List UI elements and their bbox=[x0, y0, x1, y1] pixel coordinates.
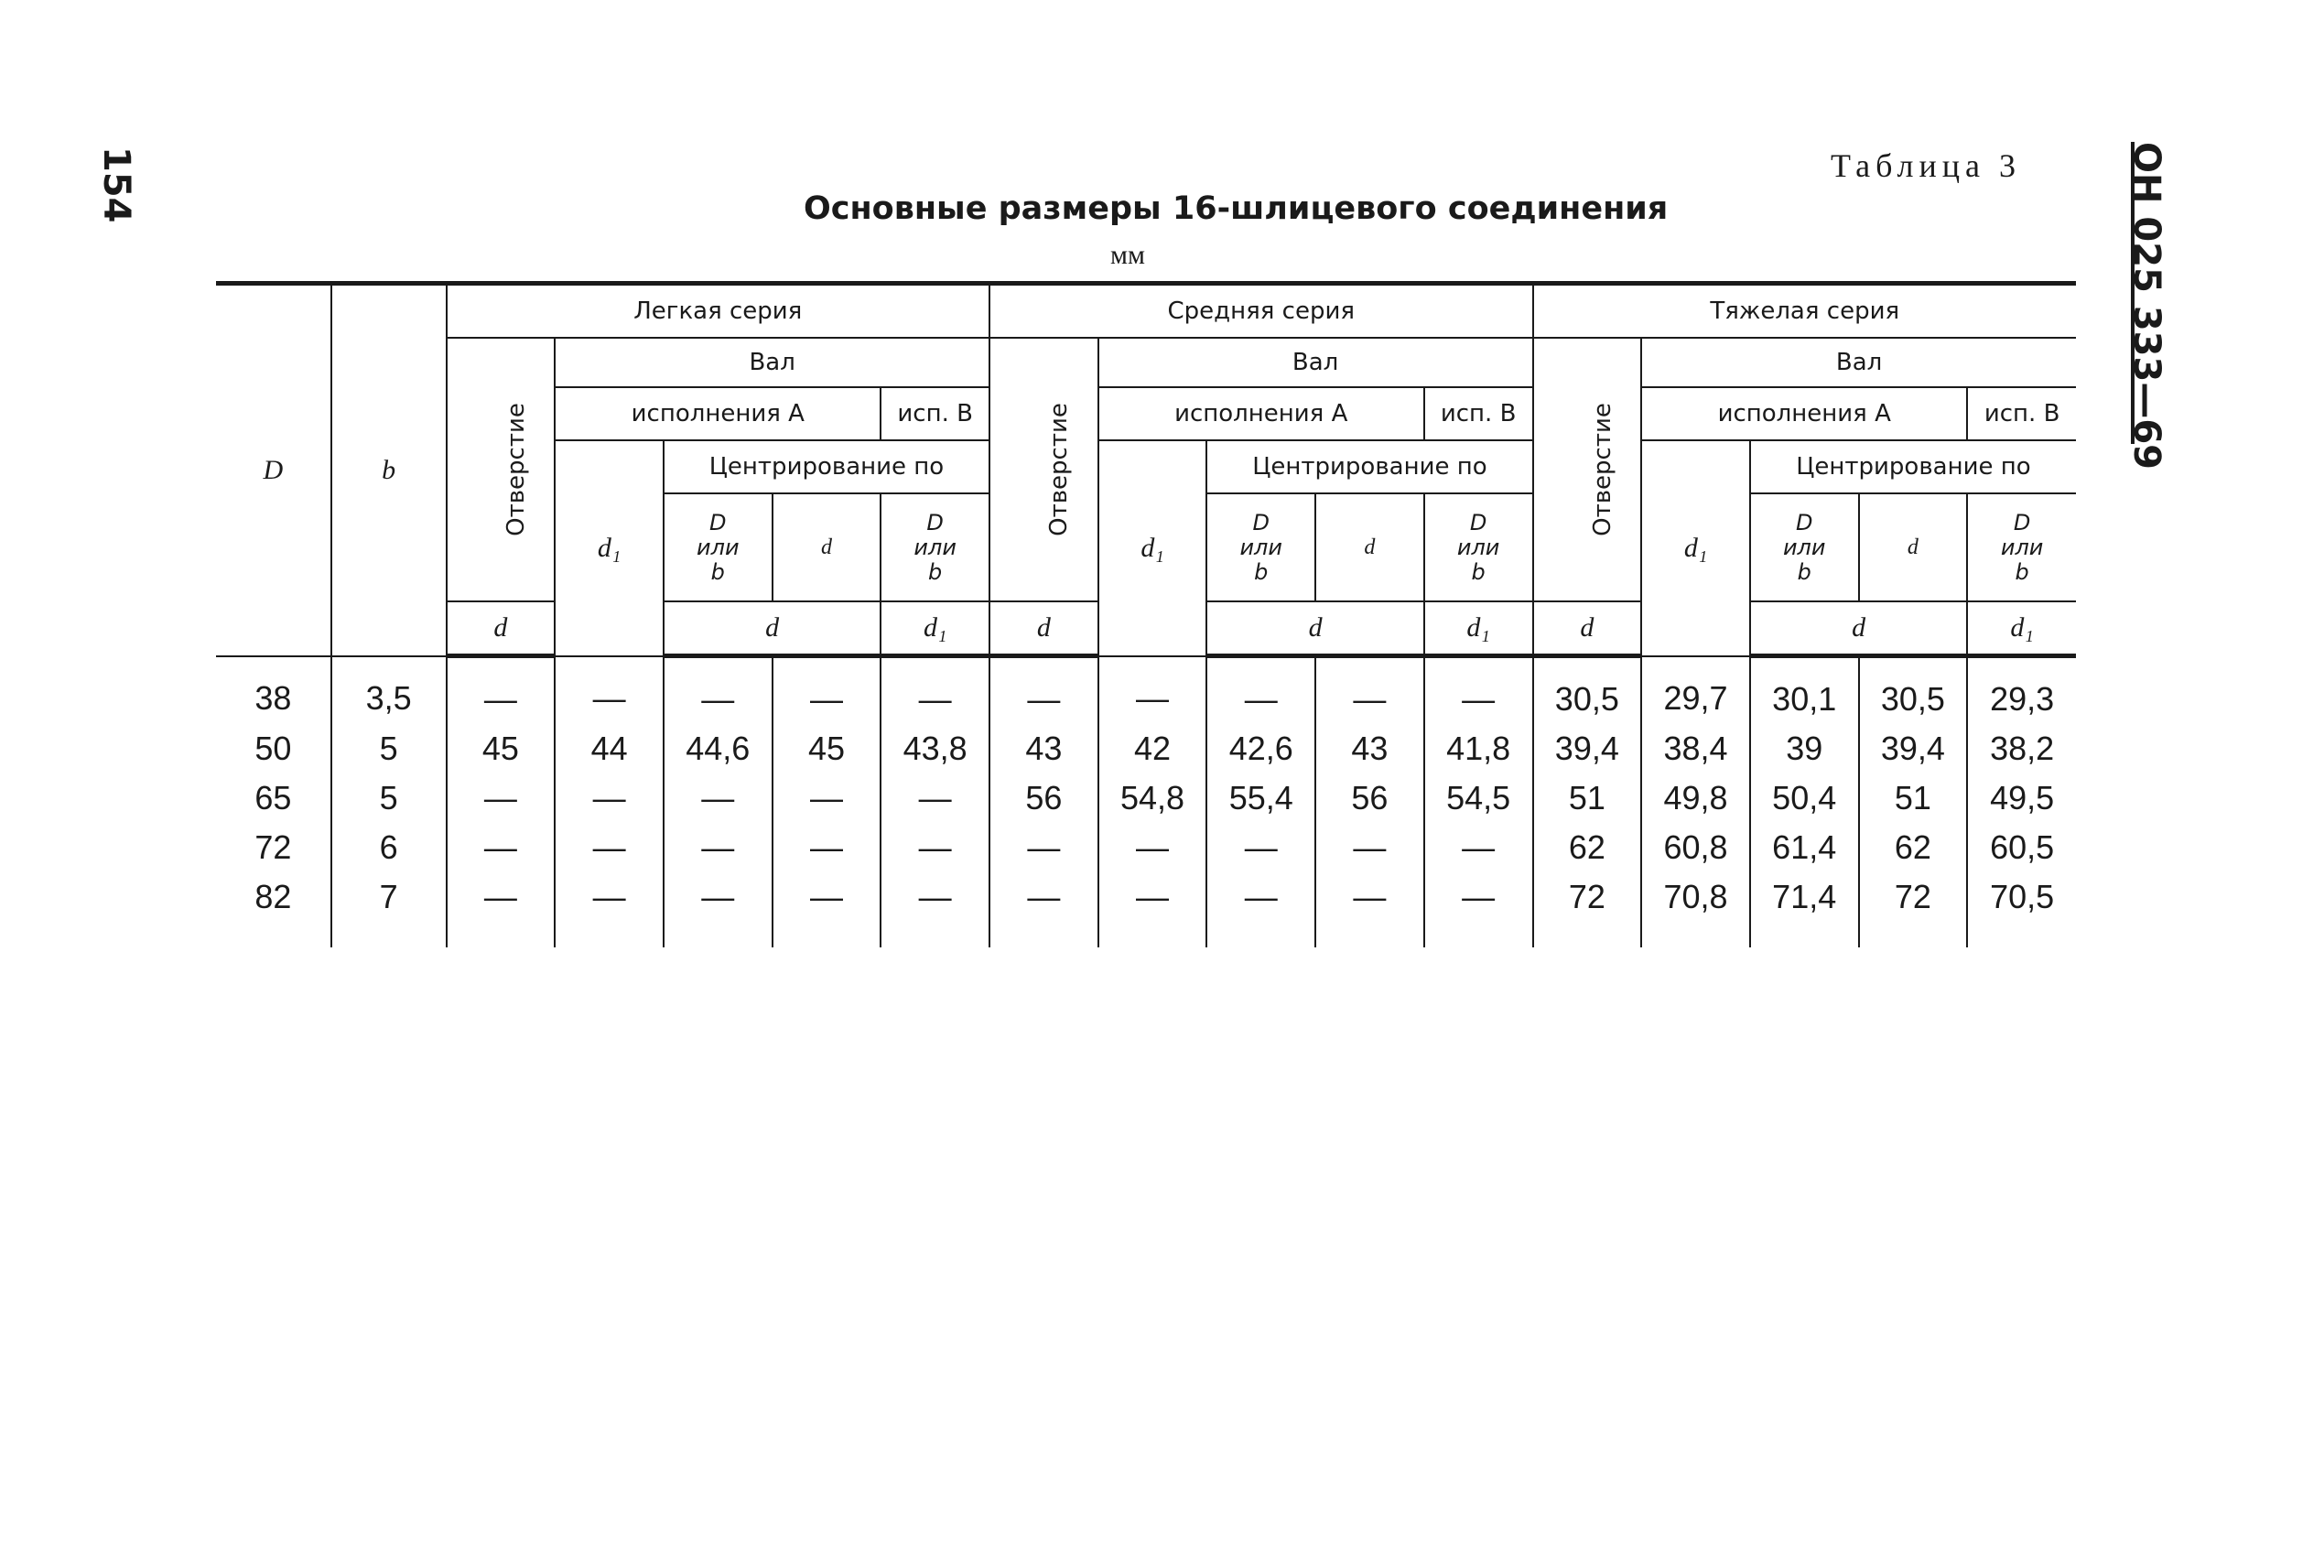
table-cell: — bbox=[1424, 823, 1533, 872]
table-cell: 60,5 bbox=[1967, 823, 2076, 872]
header-tolerance-d: d bbox=[1533, 601, 1642, 656]
table-cell: 55,4 bbox=[1206, 773, 1315, 823]
table-label: Таблица 3 bbox=[1831, 147, 2021, 184]
table-cell: — bbox=[773, 872, 881, 947]
table-cell: — bbox=[555, 872, 664, 947]
table-cell: 44 bbox=[555, 724, 664, 773]
spline-dimensions-table bbox=[216, 281, 2076, 947]
header-hole-heavy: Отверстие bbox=[1533, 338, 1642, 601]
table-cell: 29,7 bbox=[1641, 656, 1750, 725]
table-cell: 62 bbox=[1859, 823, 1968, 872]
header-series-heavy: Тяжелая серия bbox=[1533, 284, 2077, 339]
table-cell: 39,4 bbox=[1859, 724, 1968, 773]
table-cell: 38,2 bbox=[1967, 724, 2076, 773]
table-cell: — bbox=[1098, 823, 1207, 872]
table-cell: — bbox=[881, 773, 989, 823]
table-cell: 62 bbox=[1533, 823, 1642, 872]
header-version-b-medium: исп. B bbox=[1424, 387, 1533, 440]
table-cell: — bbox=[555, 773, 664, 823]
table-cell: — bbox=[989, 656, 1098, 725]
table-cell: 51 bbox=[1859, 773, 1968, 823]
header-tolerance-d: d bbox=[447, 601, 556, 656]
table-cell: — bbox=[664, 823, 773, 872]
table-cell: — bbox=[447, 656, 556, 725]
header-d1-light: d₁ bbox=[555, 440, 664, 656]
header-shaft-light: Вал bbox=[555, 338, 989, 387]
table-cell: — bbox=[1206, 872, 1315, 947]
table-cell: — bbox=[1315, 656, 1424, 725]
table-cell: 61,4 bbox=[1750, 823, 1859, 872]
table-cell: 39 bbox=[1750, 724, 1859, 773]
header-tolerance-d: d bbox=[1206, 601, 1423, 656]
header-tolerance-d: d bbox=[1750, 601, 1967, 656]
table-body bbox=[216, 656, 2076, 948]
table-cell: 30,5 bbox=[1533, 656, 1642, 725]
table-cell: 54,8 bbox=[1098, 773, 1207, 823]
table-cell: — bbox=[773, 773, 881, 823]
header-tolerance-d1: d₁ bbox=[881, 601, 989, 656]
table-cell: 71,4 bbox=[1750, 872, 1859, 947]
table-cell: — bbox=[881, 823, 989, 872]
table-cell: 5 bbox=[331, 724, 447, 773]
table-cell: — bbox=[1315, 872, 1424, 947]
header-hole-medium: Отверстие bbox=[989, 338, 1098, 601]
table-cell: — bbox=[1098, 656, 1207, 725]
header-D-or-b: D или b bbox=[881, 493, 989, 601]
table-cell: 60,8 bbox=[1641, 823, 1750, 872]
table-cell: 50 bbox=[254, 730, 292, 767]
header-d: d bbox=[773, 493, 881, 601]
header-tolerance-d: d bbox=[664, 601, 881, 656]
header-shaft-medium: Вал bbox=[1098, 338, 1533, 387]
table-cell: — bbox=[1206, 823, 1315, 872]
table-cell: — bbox=[1098, 872, 1207, 947]
table-cell: 51 bbox=[1533, 773, 1642, 823]
table-cell: 43 bbox=[989, 724, 1098, 773]
table-cell: 44,6 bbox=[664, 724, 773, 773]
table-cell: — bbox=[773, 656, 881, 725]
table-cell: — bbox=[664, 773, 773, 823]
header-version-b-light: исп. B bbox=[881, 387, 989, 440]
header-version-b-heavy: исп. B bbox=[1967, 387, 2076, 440]
header-D-or-b: D или b bbox=[1967, 493, 2076, 601]
table-cell: 42 bbox=[1098, 724, 1207, 773]
table-cell: 45 bbox=[773, 724, 881, 773]
header-centering-light: Центрирование по bbox=[664, 440, 989, 493]
table-cell: 50,4 bbox=[1750, 773, 1859, 823]
header-tolerance-d1: d₁ bbox=[1967, 601, 2076, 656]
table-cell: 56 bbox=[1315, 773, 1424, 823]
header-series-light: Легкая серия bbox=[447, 284, 989, 339]
header-shaft-heavy: Вал bbox=[1641, 338, 2076, 387]
table-cell: 39,4 bbox=[1533, 724, 1642, 773]
table-cell: — bbox=[881, 656, 989, 725]
table-cell: 56 bbox=[989, 773, 1098, 823]
table-cell: — bbox=[1315, 823, 1424, 872]
table-cell: 29,3 bbox=[1967, 656, 2076, 725]
table-row bbox=[216, 724, 2076, 773]
header-hole-light: Отверстие bbox=[447, 338, 556, 601]
table-cell: — bbox=[447, 773, 556, 823]
table-title: Основные размеры 16-шлицевого соединения bbox=[804, 190, 1669, 227]
table-cell: — bbox=[1424, 656, 1533, 725]
table-cell: 65 bbox=[254, 779, 292, 816]
table-cell: 72 bbox=[1533, 872, 1642, 947]
table-cell: — bbox=[773, 823, 881, 872]
standard-code: ОН 025 333—69 bbox=[2125, 142, 2167, 470]
header-D-or-b: D или b bbox=[1206, 493, 1315, 601]
table-cell: 49,5 bbox=[1967, 773, 2076, 823]
table-cell: — bbox=[1424, 872, 1533, 947]
table-cell: — bbox=[881, 872, 989, 947]
header-D-or-b: D или b bbox=[1424, 493, 1533, 601]
table-cell: 41,8 bbox=[1424, 724, 1533, 773]
table-cell: 70,8 bbox=[1641, 872, 1750, 947]
table-cell: 6 bbox=[331, 823, 447, 872]
header-version-a-medium: исполнения A bbox=[1098, 387, 1424, 440]
table-cell: 30,1 bbox=[1750, 656, 1859, 725]
table-cell: 82 bbox=[254, 878, 292, 915]
page-number: 154 bbox=[95, 146, 137, 223]
table-cell: 42,6 bbox=[1206, 724, 1315, 773]
header-b: b bbox=[331, 284, 447, 656]
table-row bbox=[216, 656, 2076, 725]
table-cell: 43 bbox=[1315, 724, 1424, 773]
table-cell: 30,5 bbox=[1859, 656, 1968, 725]
table-cell: — bbox=[555, 823, 664, 872]
table-cell: — bbox=[664, 872, 773, 947]
table-cell: — bbox=[664, 656, 773, 725]
table-cell: 38,4 bbox=[1641, 724, 1750, 773]
table-cell: 3,5 bbox=[331, 656, 447, 725]
header-D-or-b: D или b bbox=[664, 493, 773, 601]
table-cell: — bbox=[1206, 656, 1315, 725]
table-row bbox=[216, 773, 2076, 823]
header-d1-medium: d₁ bbox=[1098, 440, 1207, 656]
header-tolerance-d1: d₁ bbox=[1424, 601, 1533, 656]
header-d: d bbox=[1315, 493, 1424, 601]
units-label: мм bbox=[1110, 240, 1145, 270]
table-cell: 49,8 bbox=[1641, 773, 1750, 823]
header-tolerance-d: d bbox=[989, 601, 1098, 656]
header-version-a-heavy: исполнения A bbox=[1641, 387, 1967, 440]
table-cell: 54,5 bbox=[1424, 773, 1533, 823]
table-cell: 72 bbox=[1859, 872, 1968, 947]
table-cell: 5 bbox=[331, 773, 447, 823]
header-centering-heavy: Центрирование по bbox=[1750, 440, 2076, 493]
header-d1-heavy: d₁ bbox=[1641, 440, 1750, 656]
table-cell: — bbox=[989, 872, 1098, 947]
table-cell: 7 bbox=[331, 872, 447, 947]
table-cell: 45 bbox=[447, 724, 556, 773]
table-cell: 43,8 bbox=[881, 724, 989, 773]
table-cell: — bbox=[989, 823, 1098, 872]
header-D: D bbox=[216, 284, 331, 656]
header-D-or-b: D или b bbox=[1750, 493, 1859, 601]
header-series-medium: Средняя серия bbox=[989, 284, 1532, 339]
header-version-a-light: исполнения A bbox=[555, 387, 881, 440]
table-row bbox=[216, 872, 2076, 947]
table-row bbox=[216, 823, 2076, 872]
table-cell: — bbox=[447, 823, 556, 872]
table-cell: 38 bbox=[254, 679, 292, 718]
table-cell: — bbox=[555, 656, 664, 725]
header-d: d bbox=[1859, 493, 1968, 601]
table-cell: 70,5 bbox=[1967, 872, 2076, 947]
table-cell: 72 bbox=[254, 828, 292, 866]
header-centering-medium: Центрирование по bbox=[1206, 440, 1532, 493]
table-cell: — bbox=[447, 872, 556, 947]
